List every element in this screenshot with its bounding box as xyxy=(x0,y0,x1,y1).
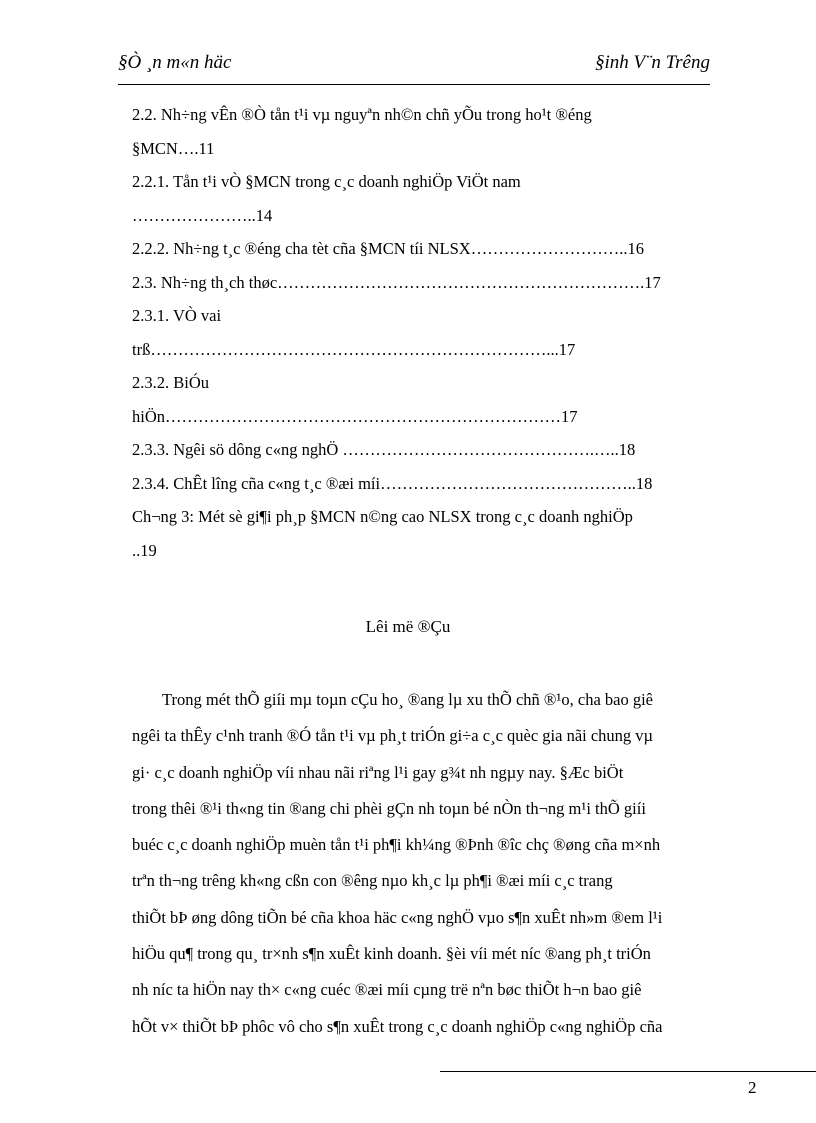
toc-line: 2.2.2. Nh÷ng t¸c ®éng cha tèt cña §MCN tíi NLSX………………………..16 xyxy=(132,239,644,258)
section-title: Lêi më ®Çu xyxy=(365,617,451,636)
toc-line: 2.2.1. Tån t¹i vÒ §MCN trong c¸c doanh nghiÖp ViÖt nam xyxy=(132,172,521,191)
toc-line: …………………..14 xyxy=(132,205,273,225)
paragraph-line: nh níc ta hiÖn nay th× c«ng cuéc ®æi míi cµng trë nªn bøc thiÕt h¬n bao giê xyxy=(132,980,642,1000)
page-number: 2 xyxy=(748,1078,757,1097)
footer-divider xyxy=(440,1071,816,1072)
toc-line: 2.2. Nh÷ng vÊn ®Ò tån t¹i vµ nguyªn nh©n chñ yÕu trong ho¹t ®éng xyxy=(132,105,592,124)
paragraph-line: hÕt v× thiÕt bÞ phôc vô cho s¶n xuÊt trong c¸c doanh nghiÖp c«ng nghiÖp cña xyxy=(132,1016,663,1036)
paragraph-line: Trong mét thÕ giíi mµ toµn cÇu ho¸ ®ang lµ xu thÕ chñ ®¹o, cha bao giê xyxy=(162,690,654,709)
paragraph-line: gi· c¸c doanh nghiÖp víi nhau nãi riªng l¹i gay g¾t nh ngµy nay. §Æc biÖt xyxy=(132,762,624,782)
paragraph-line: thiÕt bÞ øng dông tiÕn bé cña khoa häc c«ng nghÖ vµo s¶n xuÊt nh»m ®em l¹i xyxy=(132,907,663,927)
body-paragraph xyxy=(132,682,720,1045)
toc-line: 2.3.4. ChÊt lîng cña c«ng t¸c ®æi míi………………………………………..18 xyxy=(132,473,653,493)
header-author: §inh V¨n Trêng xyxy=(594,52,710,73)
toc-line: 2.3. Nh÷ng th¸ch thøc………………………………………………………….17 xyxy=(132,272,661,292)
table-of-contents xyxy=(132,98,732,567)
paragraph-line: ngêi ta thÊy c¹nh tranh ®Ó tån t¹i vµ ph¸t triÓn gi÷a c¸c quèc gia nãi chung vµ xyxy=(132,726,654,746)
paragraph-line: buéc c¸c doanh nghiÖp muèn tån t¹i ph¶i kh¼ng ®Þnh ®îc chç ®øng cña m×nh xyxy=(132,835,661,855)
toc-line: trß………………………………………………………………...17 xyxy=(132,339,576,359)
paragraph-line: trªn th¬ng trêng kh«ng cßn con ®êng nµo kh¸c lµ ph¶i ®æi míi c¸c trang xyxy=(132,871,613,891)
toc-line: 2.3.3. Ngêi sö dông c«ng nghÖ ……………………………………….…..18 xyxy=(132,440,636,459)
toc-line: §MCN….11 xyxy=(132,138,215,158)
page-header xyxy=(118,48,710,85)
toc-line: 2.3.1. VÒ vai xyxy=(132,306,222,325)
toc-line: Ch¬ng 3: Mét sè gi¶i ph¸p §MCN n©ng cao NLSX trong c¸c doanh nghiÖp xyxy=(132,507,633,526)
paragraph-line: trong thêi ®¹i th«ng tin ®ang chi phèi gÇn nh toµn bé nÒn th¬ng m¹i thÕ giíi xyxy=(132,798,646,818)
paragraph-line: hiÖu qu¶ trong qu¸ tr×nh s¶n xuÊt kinh doanh. §èi víi mét níc ®ang ph¸t triÓn xyxy=(132,944,651,964)
toc-line: hiÖn………………………………………………………………17 xyxy=(132,406,578,426)
toc-line: ..19 xyxy=(132,540,157,560)
toc-line: 2.3.2. BiÓu xyxy=(132,373,210,392)
header-subject: §Ò ¸n m«n häc xyxy=(118,52,232,73)
